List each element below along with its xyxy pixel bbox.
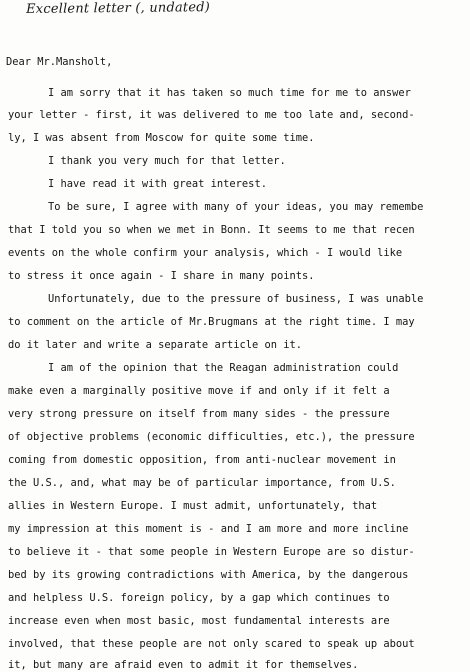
letter-line: events on the whole confirm your analysis, which - I would like (8, 247, 403, 259)
letter-line: and helpless U.S. foreign policy, by a gap which continues to (8, 592, 390, 604)
letter-line: I thank you very much for that letter. (48, 155, 286, 167)
letter-line: ly, I was absent from Moscow for quite some time. (8, 132, 315, 144)
letter-line: it, but many are afraid even to admit it for themselves. (8, 659, 359, 671)
letter-line: to comment on the article of Mr.Brugmans at the right time. I may (8, 316, 415, 328)
letter-line: I am of the opinion that the Reagan administration could (48, 362, 399, 374)
letter-line: increase even when most basic, most fundamental interests are (8, 615, 390, 627)
handwritten-note: Excellent letter (, undated) (26, 0, 211, 17)
letter-line: very strong pressure on itself from many sides - the pressure (8, 408, 390, 420)
letter-line: involved, that these people are not only scared to speak up about (8, 638, 415, 650)
letter-line: make even a marginally positive move if and only if it felt a (8, 385, 390, 397)
letter-line: my impression at this moment is - and I am more and more incline (8, 523, 409, 535)
letter-line: I have read it with great interest. (48, 178, 267, 190)
letter-line: allies in Western Europe. I must admit, unfortunately, that (8, 500, 378, 512)
salutation: Dear Mr.Mansholt, (6, 56, 113, 68)
letter-line: to stress it once again - I share in many points. (8, 270, 315, 282)
letter-line: of objective problems (economic difficulties, etc.), the pressure (8, 431, 415, 443)
letter-line: bed by its growing contradictions with America, by the dangerous (8, 569, 409, 581)
letter-line: to believe it - that some people in Western Europe are so distur- (8, 546, 415, 558)
letter-line: that I told you so when we met in Bonn. It seems to me that recen (8, 224, 415, 236)
letter-line: the U.S., and, what may be of particular importance, from U.S. (8, 477, 396, 489)
letter-line: do it later and write a separate article on it. (8, 339, 303, 351)
letter-line: your letter - first, it was delivered to me too late and, second- (8, 109, 415, 121)
letter-line: To be sure, I agree with many of your ideas, you may remembe (48, 201, 424, 213)
letter-line: coming from domestic opposition, from anti-nuclear movement in (8, 454, 396, 466)
letter-line: I am sorry that it has taken so much time for me to answer (48, 87, 411, 99)
letter-line: Unfortunately, due to the pressure of business, I was unable (48, 293, 424, 305)
